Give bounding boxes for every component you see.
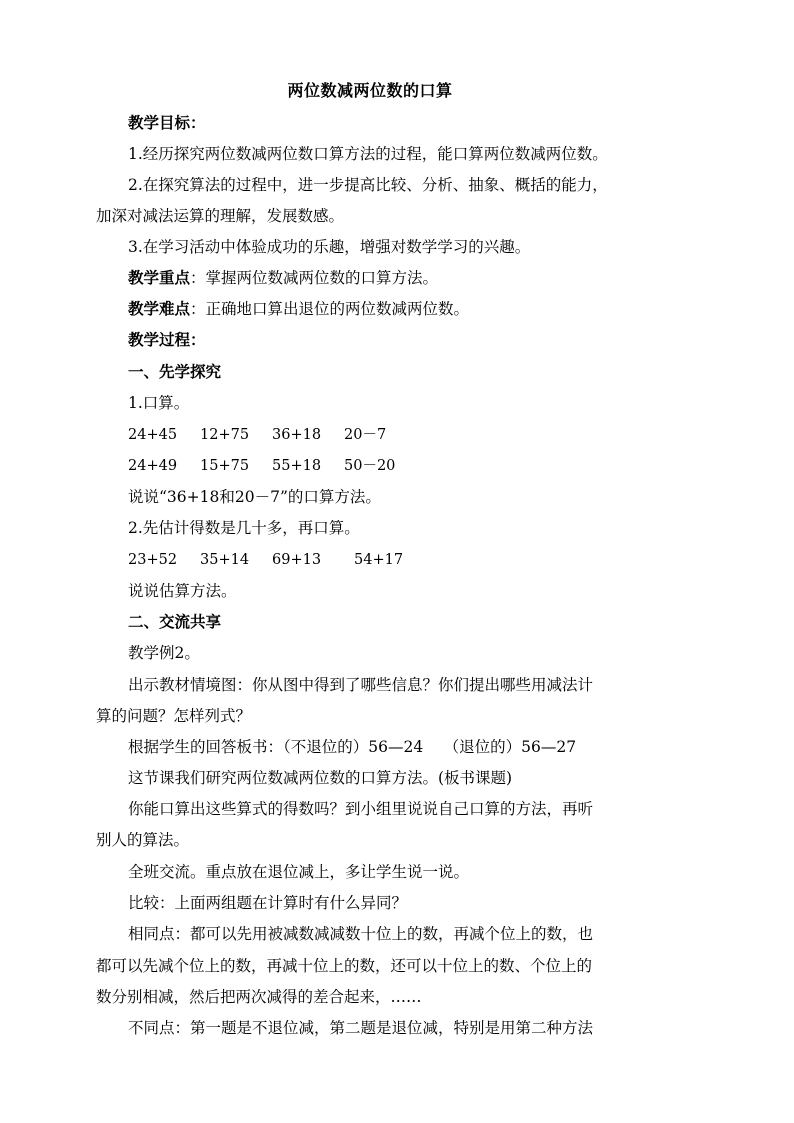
calc-cell: 50－20 xyxy=(344,458,396,474)
calc-cell: 36+18 xyxy=(272,427,322,443)
difficulty-label: 教学难点 xyxy=(128,299,191,318)
section2-line: 都可以先减个位上的数，再减十位上的数，还可以十位上的数、个位上的 xyxy=(96,957,593,975)
calc-cell: 15+75 xyxy=(200,458,250,474)
goal-item-2: 2.在探究算法的过程中，进一步提高比较、分析、抽象、概括的能力， xyxy=(128,176,608,194)
key-point-label: 教学重点 xyxy=(128,268,191,287)
section2-line: 数分别相减，然后把两次减得的差合起来，…… xyxy=(96,988,422,1006)
difficulty-text: ：正确地口算出退位的两位数减两位数。 xyxy=(190,300,470,318)
calc-cell: 24+45 xyxy=(128,427,178,443)
section1-item1: 1.口算。 xyxy=(128,394,190,412)
section2-line: 相同点：都可以先用被减数减减数十位上的数，再减个位上的数，也 xyxy=(128,925,594,943)
calc-cell: 35+14 xyxy=(200,552,250,568)
document-title: 两位数减两位数的口算 xyxy=(287,81,453,100)
process-heading: 教学过程： xyxy=(128,330,206,349)
calc-cell: 24+49 xyxy=(128,458,178,474)
section1-item2: 2.先估计得数是几十多，再口算。 xyxy=(128,519,360,537)
goal-item-2-continued: 加深对减法运算的理解，发展数感。 xyxy=(96,207,345,225)
section2-line: 别人的算法。 xyxy=(96,831,190,849)
section2-heading: 二、交流共享 xyxy=(128,612,222,631)
key-point-line xyxy=(128,267,438,289)
calc-cell: 55+18 xyxy=(272,458,322,474)
calc-cell: 54+17 xyxy=(354,552,404,568)
section2-line: 你能口算出这些算式的得数吗？到小组里说说自己口算的方法，再听 xyxy=(128,800,594,818)
goal-item-1: 1.经历探究两位数减两位数口算方法的过程，能口算两位数减两位数。 xyxy=(128,145,608,163)
section2-line: 这节课我们研究两位数减两位数的口算方法。(板书课题) xyxy=(128,769,513,787)
section1-say2: 说说估算方法。 xyxy=(128,582,237,600)
calc-cell: 20－7 xyxy=(344,427,387,443)
calc-cell: 23+52 xyxy=(128,552,178,568)
section2-line: 算的问题？怎样列式？ xyxy=(96,707,252,725)
section2-line: 根据学生的回答板书：（不退位的）56—24 （退位的）56—27 xyxy=(128,738,577,756)
section2-line: 比较：上面两组题在计算时有什么异同？ xyxy=(128,894,408,912)
section2-line: 不同点：第一题是不退位减，第二题是退位减，特别是用第二种方法 xyxy=(128,1019,594,1037)
goals-heading: 教学目标： xyxy=(128,113,206,132)
section1-heading: 一、先学探究 xyxy=(128,362,222,381)
section2-line: 全班交流。重点放在退位减上，多让学生说一说。 xyxy=(128,863,470,881)
calc-cell: 12+75 xyxy=(200,427,250,443)
section2-line: 教学例2。 xyxy=(128,644,200,662)
section1-say1: 说说“36+18和20－7”的口算方法。 xyxy=(128,488,381,506)
calc-cell: 69+13 xyxy=(272,552,322,568)
section2-line: 出示教材情境图：你从图中得到了哪些信息？你们提出哪些用减法计 xyxy=(128,676,594,694)
key-point-text: ：掌握两位数减两位数的口算方法。 xyxy=(190,269,439,287)
goal-item-3: 3.在学习活动中体验成功的乐趣，增强对数学学习的兴趣。 xyxy=(128,238,531,256)
difficulty-line xyxy=(128,298,469,320)
